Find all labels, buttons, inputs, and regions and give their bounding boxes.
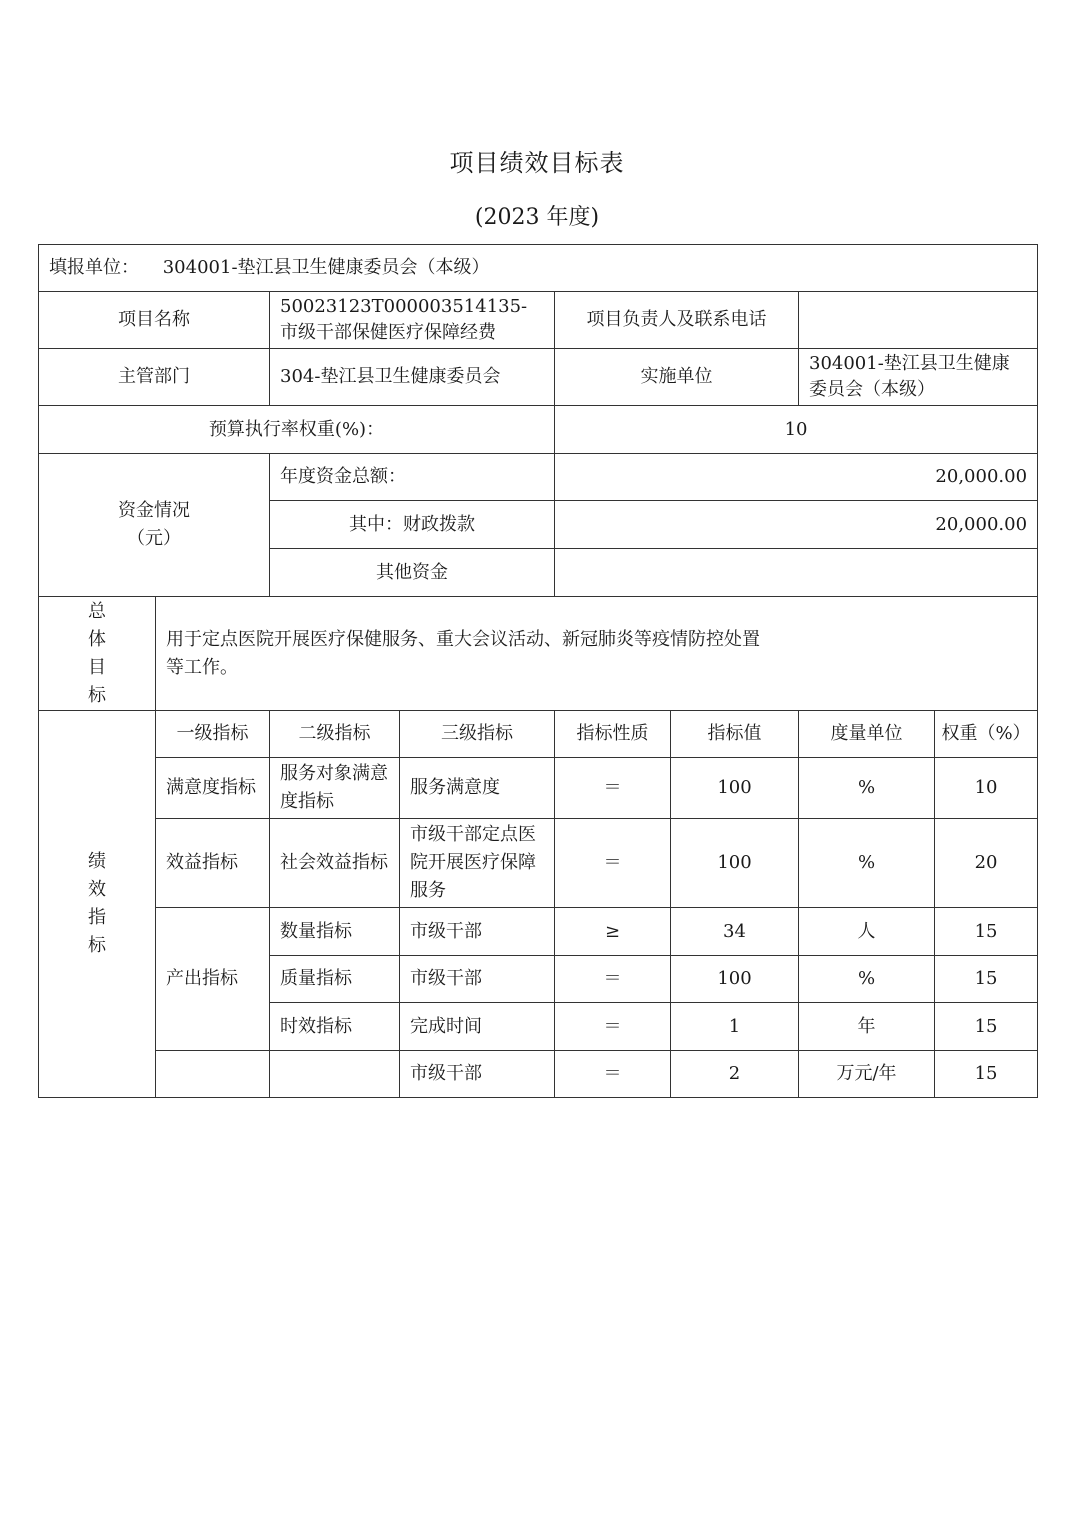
- table-row: [39, 406, 1038, 454]
- row-nature: ＝: [555, 819, 671, 908]
- funds-fiscal-value: 20,000.00: [555, 501, 1038, 549]
- goal-text-body: 用于定点医院开展医疗保健服务、重大会议活动、新冠肺炎等疫情防控处置等工作。: [166, 628, 760, 678]
- table-row: [39, 819, 1038, 908]
- goal-label: [39, 597, 156, 711]
- header-level3: 三级指标: [400, 711, 555, 758]
- row-level3: 市级干部定点医院开展医疗保障服务: [400, 819, 555, 908]
- row-unit: %: [799, 819, 935, 908]
- header-weight: 权重（%）: [935, 711, 1038, 758]
- performance-label-char: 标: [88, 935, 106, 956]
- row-level2: 数量指标: [270, 908, 400, 956]
- row-level2: 社会效益指标: [270, 819, 400, 908]
- row-level3: 服务满意度: [400, 758, 555, 819]
- goal-text: [156, 597, 1038, 711]
- row-value: 34: [671, 908, 799, 956]
- performance-label: [39, 711, 156, 1098]
- table-row: [39, 758, 1038, 819]
- goal-label-char: 体: [88, 628, 106, 650]
- goal-label-char: 总: [88, 600, 106, 622]
- reporting-unit-cell: [39, 245, 1038, 292]
- header-value: 指标值: [671, 711, 799, 758]
- row-unit: 人: [799, 908, 935, 956]
- row-nature: ≥: [555, 908, 671, 956]
- funds-label: [39, 454, 270, 597]
- header-unit: 度量单位: [799, 711, 935, 758]
- funds-other-label: 其他资金: [270, 549, 555, 597]
- performance-label-char: 效: [88, 879, 106, 900]
- row-value: 100: [671, 819, 799, 908]
- dept-label: 主管部门: [39, 349, 270, 406]
- row-level2: 质量指标: [270, 956, 400, 1003]
- budget-weight-value: 10: [555, 406, 1038, 454]
- reporting-unit-label: 填报单位：: [49, 257, 139, 278]
- table-row: [39, 292, 1038, 349]
- row-nature: ＝: [555, 1003, 671, 1051]
- funds-total-value: 20,000.00: [555, 454, 1038, 501]
- table-row: [39, 349, 1038, 406]
- funds-other-value: [555, 549, 1038, 597]
- row-value: 100: [671, 956, 799, 1003]
- row-value: 100: [671, 758, 799, 819]
- project-contact-value: [799, 292, 1038, 349]
- row-weight: 15: [935, 1051, 1038, 1098]
- budget-weight-label: 预算执行率权重(%)：: [39, 406, 555, 454]
- impl-unit-value: 304001-垫江县卫生健康委员会（本级）: [799, 349, 1038, 406]
- row-level3: 市级干部: [400, 908, 555, 956]
- row-level2: 服务对象满意度指标: [270, 758, 400, 819]
- funds-label-line2: （元）: [127, 528, 181, 549]
- page-subtitle: (2023 年度): [474, 205, 600, 230]
- table-row: [39, 454, 1038, 501]
- level1-output: 产出指标: [156, 908, 270, 1051]
- funds-label-line1: 资金情况: [118, 500, 190, 521]
- header-level1: 一级指标: [156, 711, 270, 758]
- table-row: [39, 245, 1038, 292]
- goal-label-char: 目: [88, 656, 106, 678]
- reporting-unit-value: 304001-垫江县卫生健康委员会（本级）: [162, 257, 490, 278]
- funds-fiscal-label: 其中：财政拨款: [270, 501, 555, 549]
- level1-benefit: 效益指标: [156, 819, 270, 908]
- header-level2: 二级指标: [270, 711, 400, 758]
- row-unit: 万元/年: [799, 1051, 935, 1098]
- row-weight: 20: [935, 819, 1038, 908]
- table-row: [39, 597, 1038, 711]
- row-level2: 时效指标: [270, 1003, 400, 1051]
- row-unit: %: [799, 758, 935, 819]
- row-level2: [270, 1051, 400, 1098]
- level1-satisfaction: 满意度指标: [156, 758, 270, 819]
- page-title: 项目绩效目标表: [449, 149, 625, 177]
- row-value: 2: [671, 1051, 799, 1098]
- project-contact-label: 项目负责人及联系电话: [555, 292, 799, 349]
- row-value: 1: [671, 1003, 799, 1051]
- row-nature: ＝: [555, 758, 671, 819]
- performance-label-char: 指: [88, 907, 106, 928]
- table-row: [39, 908, 1038, 956]
- row-level3: 完成时间: [400, 1003, 555, 1051]
- project-name-label: 项目名称: [39, 292, 270, 349]
- row-nature: ＝: [555, 956, 671, 1003]
- row-weight: 15: [935, 1003, 1038, 1051]
- row-unit: %: [799, 956, 935, 1003]
- row-weight: 15: [935, 956, 1038, 1003]
- funds-total-label: 年度资金总额：: [270, 454, 555, 501]
- row-level3: 市级干部: [400, 1051, 555, 1098]
- goal-label-char: 标: [88, 684, 106, 706]
- project-name-value: 50023123T000003514135-市级干部保健医疗保障经费: [270, 292, 555, 349]
- row-unit: 年: [799, 1003, 935, 1051]
- row-weight: 15: [935, 908, 1038, 956]
- table-row: [39, 1051, 1038, 1098]
- impl-unit-label: 实施单位: [555, 349, 799, 406]
- header-nature: 指标性质: [555, 711, 671, 758]
- level1-blank: [156, 1051, 270, 1098]
- table-row: [39, 711, 1038, 758]
- row-level3: 市级干部: [400, 956, 555, 1003]
- performance-goal-table: [38, 244, 1038, 1098]
- performance-label-char: 绩: [88, 851, 106, 872]
- row-weight: 10: [935, 758, 1038, 819]
- row-nature: ＝: [555, 1051, 671, 1098]
- dept-value: 304-垫江县卫生健康委员会: [270, 349, 555, 406]
